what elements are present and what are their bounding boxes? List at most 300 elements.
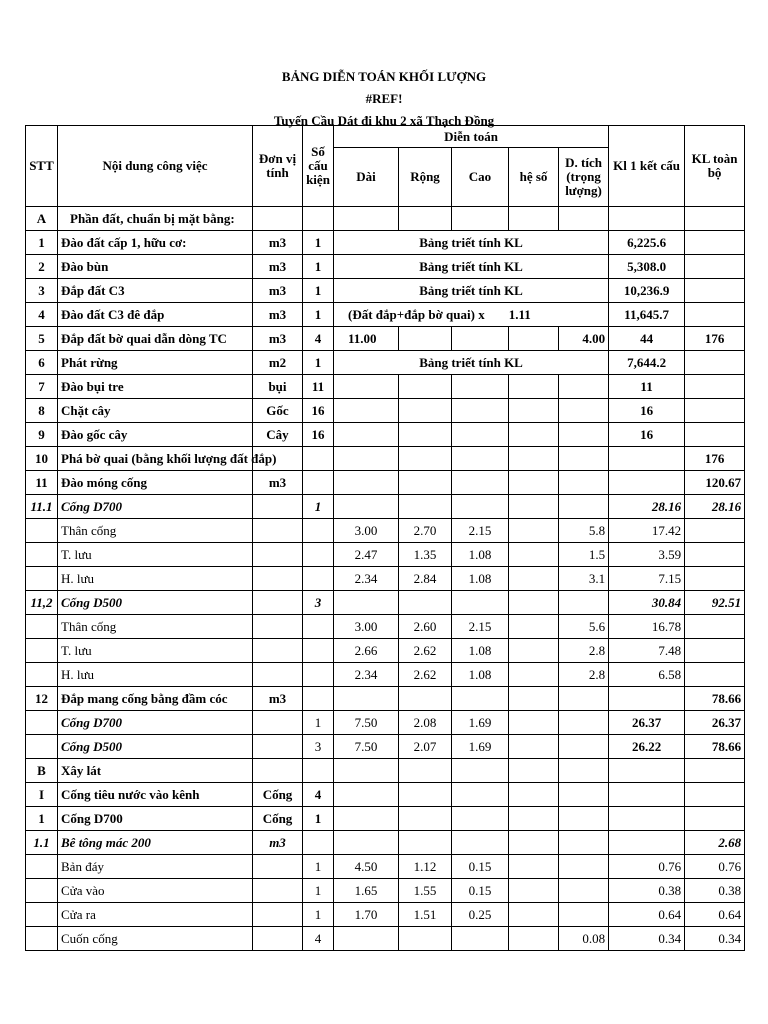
cell-qty: 4 xyxy=(303,327,334,351)
cell-kl1: 28.16 xyxy=(609,495,685,519)
table-row xyxy=(26,759,745,783)
cell-unit xyxy=(253,567,303,591)
cell-cao xyxy=(452,207,509,231)
cell-stt: 11 xyxy=(26,471,58,495)
cell-kl1 xyxy=(609,831,685,855)
cell-dai xyxy=(334,495,399,519)
cell-unit xyxy=(253,639,303,663)
cell-cao xyxy=(452,447,509,471)
cell-stt: 9 xyxy=(26,423,58,447)
cell-qty: 3 xyxy=(303,735,334,759)
cell-unit: m3 xyxy=(253,255,303,279)
table-row xyxy=(26,351,745,375)
table-row xyxy=(26,903,745,927)
cell-kl-toan-bo: 0.38 xyxy=(685,879,745,903)
cell-stt: I xyxy=(26,783,58,807)
cell-qty: 4 xyxy=(303,783,334,807)
cell-cao xyxy=(452,807,509,831)
cell-rong xyxy=(399,927,452,951)
cell-name: Cống D700 xyxy=(58,807,253,831)
cell-cao xyxy=(452,759,509,783)
cell-dai xyxy=(334,831,399,855)
cell-cao xyxy=(452,831,509,855)
table-row xyxy=(26,855,745,879)
cell-dai: 11.00 xyxy=(334,327,399,351)
cell-he-so xyxy=(509,399,559,423)
col-header-rong: Rộng xyxy=(399,148,452,207)
cell-cao xyxy=(452,327,509,351)
cell-cao xyxy=(452,927,509,951)
cell-he-so xyxy=(509,327,559,351)
table-row xyxy=(26,399,745,423)
cell-dai xyxy=(334,207,399,231)
cell-unit xyxy=(253,879,303,903)
table-row xyxy=(26,567,745,591)
cell-kl1: 16.78 xyxy=(609,615,685,639)
cell-qty: 1 xyxy=(303,807,334,831)
table-row xyxy=(26,615,745,639)
cell-cao: 1.08 xyxy=(452,567,509,591)
cell-cao: 2.15 xyxy=(452,519,509,543)
cell-kl1 xyxy=(609,447,685,471)
cell-name: Đắp đất bờ quai dẫn dòng TC xyxy=(58,327,253,351)
cell-merged-note: Bảng triết tính KL xyxy=(334,255,609,279)
cell-kl1: 26.22 xyxy=(609,735,685,759)
cell-kl-toan-bo: 0.76 xyxy=(685,855,745,879)
table-row xyxy=(26,519,745,543)
cell-dai xyxy=(334,759,399,783)
cell-dai xyxy=(334,375,399,399)
cell-rong xyxy=(399,687,452,711)
cell-kl-toan-bo xyxy=(685,639,745,663)
cell-rong xyxy=(399,495,452,519)
cell-stt xyxy=(26,711,58,735)
cell-kl-toan-bo xyxy=(685,399,745,423)
table-row xyxy=(26,807,745,831)
table-row xyxy=(26,543,745,567)
cell-merged-note: Bảng triết tính KL xyxy=(334,231,609,255)
table-row xyxy=(26,687,745,711)
cell-qty: 1 xyxy=(303,903,334,927)
cell-qty: 1 xyxy=(303,279,334,303)
cell-unit xyxy=(253,663,303,687)
cell-qty: 1 xyxy=(303,231,334,255)
cell-qty: 4 xyxy=(303,927,334,951)
cell-qty: 1 xyxy=(303,495,334,519)
cell-stt xyxy=(26,615,58,639)
cell-kl-toan-bo xyxy=(685,207,745,231)
cell-stt: 7 xyxy=(26,375,58,399)
table-row xyxy=(26,879,745,903)
cell-d-tich: 5.8 xyxy=(559,519,609,543)
cell-unit: m3 xyxy=(253,471,303,495)
cell-cao: 1.69 xyxy=(452,711,509,735)
cell-kl1: 6,225.6 xyxy=(609,231,685,255)
cell-qty xyxy=(303,831,334,855)
cell-name: Đào đất cấp 1, hữu cơ: xyxy=(58,231,253,255)
table-row xyxy=(26,471,745,495)
table-row xyxy=(26,279,745,303)
cell-rong xyxy=(399,447,452,471)
cell-name: T. lưu xyxy=(58,639,253,663)
cell-he-so xyxy=(509,567,559,591)
cell-cao: 0.25 xyxy=(452,903,509,927)
table-row xyxy=(26,231,745,255)
cell-unit xyxy=(253,543,303,567)
cell-unit xyxy=(253,711,303,735)
cell-name: Đào bụi tre xyxy=(58,375,253,399)
cell-rong: 1.12 xyxy=(399,855,452,879)
cell-cao xyxy=(452,495,509,519)
table-row xyxy=(26,831,745,855)
cell-stt: 10 xyxy=(26,447,58,471)
cell-unit xyxy=(253,903,303,927)
cell-qty: 1 xyxy=(303,879,334,903)
cell-name: Phá bờ quai (bằng khối lượng đất đắp) xyxy=(58,447,253,471)
cell-dai: 2.66 xyxy=(334,639,399,663)
cell-he-so xyxy=(509,591,559,615)
cell-he-so xyxy=(509,447,559,471)
cell-qty xyxy=(303,567,334,591)
cell-dai xyxy=(334,423,399,447)
cell-dai: 3.00 xyxy=(334,615,399,639)
cell-kl-toan-bo xyxy=(685,231,745,255)
cell-stt: 5 xyxy=(26,327,58,351)
cell-name: Bê tông mác 200 xyxy=(58,831,253,855)
cell-cao: 0.15 xyxy=(452,879,509,903)
cell-unit: Cây xyxy=(253,423,303,447)
cell-he-so xyxy=(509,663,559,687)
quantity-table xyxy=(25,125,745,951)
cell-d-tich xyxy=(559,783,609,807)
cell-dai xyxy=(334,687,399,711)
cell-name: Thân cống xyxy=(58,615,253,639)
cell-name: Phát rừng xyxy=(58,351,253,375)
cell-qty xyxy=(303,447,334,471)
cell-he-so xyxy=(509,759,559,783)
col-header-stt: STT xyxy=(26,126,58,207)
cell-he-so xyxy=(509,735,559,759)
cell-stt xyxy=(26,879,58,903)
cell-kl1: 44 xyxy=(609,327,685,351)
cell-he-so xyxy=(509,687,559,711)
cell-d-tich xyxy=(559,903,609,927)
cell-kl-toan-bo: 78.66 xyxy=(685,735,745,759)
cell-rong xyxy=(399,471,452,495)
cell-d-tich xyxy=(559,375,609,399)
cell-d-tich xyxy=(559,447,609,471)
cell-d-tich xyxy=(559,471,609,495)
cell-d-tich xyxy=(559,831,609,855)
cell-he-so xyxy=(509,855,559,879)
table-row xyxy=(26,495,745,519)
table-row xyxy=(26,327,745,351)
cell-dai xyxy=(334,783,399,807)
cell-qty xyxy=(303,663,334,687)
cell-stt: 11,2 xyxy=(26,591,58,615)
cell-unit: m3 xyxy=(253,831,303,855)
cell-cao: 2.15 xyxy=(452,615,509,639)
cell-stt xyxy=(26,639,58,663)
cell-rong xyxy=(399,759,452,783)
cell-stt xyxy=(26,735,58,759)
cell-unit xyxy=(253,591,303,615)
cell-he-so xyxy=(509,879,559,903)
cell-dai: 2.34 xyxy=(334,663,399,687)
cell-cao: 0.15 xyxy=(452,855,509,879)
cell-rong xyxy=(399,423,452,447)
cell-kl-toan-bo: 28.16 xyxy=(685,495,745,519)
col-header-kl1: Kl 1 kết cấu xyxy=(609,126,685,207)
cell-unit: m3 xyxy=(253,327,303,351)
table-row xyxy=(26,711,745,735)
col-header-he-so: hệ số xyxy=(509,148,559,207)
cell-he-so xyxy=(509,711,559,735)
cell-kl-toan-bo xyxy=(685,615,745,639)
cell-cao xyxy=(452,687,509,711)
cell-he-so xyxy=(509,207,559,231)
cell-qty xyxy=(303,759,334,783)
cell-dai: 2.34 xyxy=(334,567,399,591)
table-row xyxy=(26,663,745,687)
cell-unit xyxy=(253,759,303,783)
cell-dai xyxy=(334,591,399,615)
cell-name: Phần đất, chuẩn bị mặt bằng: xyxy=(58,207,253,231)
cell-kl-toan-bo xyxy=(685,519,745,543)
cell-name: Cuốn cống xyxy=(58,927,253,951)
cell-name: Cống D500 xyxy=(58,591,253,615)
cell-he-so xyxy=(509,375,559,399)
cell-qty: 1 xyxy=(303,255,334,279)
cell-kl-toan-bo: 92.51 xyxy=(685,591,745,615)
col-header-cao: Cao xyxy=(452,148,509,207)
cell-stt: 2 xyxy=(26,255,58,279)
formula-text: (Đất đắp+đắp bờ quai) x xyxy=(348,306,485,322)
cell-d-tich xyxy=(559,855,609,879)
cell-cao: 1.69 xyxy=(452,735,509,759)
cell-dai: 7.50 xyxy=(334,711,399,735)
cell-kl1: 16 xyxy=(609,423,685,447)
cell-stt: 3 xyxy=(26,279,58,303)
cell-dai: 3.00 xyxy=(334,519,399,543)
col-header-noi-dung: Nội dung công việc xyxy=(58,126,253,207)
cell-stt xyxy=(26,519,58,543)
cell-d-tich: 0.08 xyxy=(559,927,609,951)
cell-qty: 1 xyxy=(303,855,334,879)
cell-unit: m2 xyxy=(253,351,303,375)
cell-cao xyxy=(452,423,509,447)
cell-rong: 1.55 xyxy=(399,879,452,903)
cell-he-so xyxy=(509,903,559,927)
cell-kl-toan-bo xyxy=(685,423,745,447)
cell-stt: 8 xyxy=(26,399,58,423)
cell-he-so xyxy=(509,783,559,807)
cell-kl1: 7.15 xyxy=(609,567,685,591)
cell-cao xyxy=(452,471,509,495)
cell-cao xyxy=(452,783,509,807)
cell-kl1: 10,236.9 xyxy=(609,279,685,303)
cell-formula xyxy=(334,303,609,327)
col-header-so-cau-kien: Số cấu kiện xyxy=(303,126,334,207)
cell-stt: A xyxy=(26,207,58,231)
cell-stt: 1.1 xyxy=(26,831,58,855)
cell-rong: 2.62 xyxy=(399,639,452,663)
cell-name: Bản đáy xyxy=(58,855,253,879)
col-header-don-vi: Đơn vị tính xyxy=(253,126,303,207)
cell-cao: 1.08 xyxy=(452,663,509,687)
cell-rong xyxy=(399,207,452,231)
cell-kl-toan-bo: 0.34 xyxy=(685,927,745,951)
cell-kl-toan-bo xyxy=(685,303,745,327)
cell-unit: bụi xyxy=(253,375,303,399)
cell-stt xyxy=(26,903,58,927)
cell-he-so xyxy=(509,807,559,831)
cell-merged-note: Bảng triết tính KL xyxy=(334,351,609,375)
title-ref: #REF! xyxy=(365,91,403,106)
cell-qty xyxy=(303,615,334,639)
cell-qty: 11 xyxy=(303,375,334,399)
cell-kl1: 11,645.7 xyxy=(609,303,685,327)
cell-dai: 1.65 xyxy=(334,879,399,903)
table-row xyxy=(26,447,745,471)
cell-stt xyxy=(26,663,58,687)
cell-dai: 1.70 xyxy=(334,903,399,927)
cell-name: Cống D700 xyxy=(58,495,253,519)
cell-dai xyxy=(334,471,399,495)
formula-factor: 1.11 xyxy=(508,306,531,322)
cell-stt: 1 xyxy=(26,231,58,255)
table-row xyxy=(26,303,745,327)
cell-rong: 2.62 xyxy=(399,663,452,687)
cell-d-tich xyxy=(559,711,609,735)
cell-qty xyxy=(303,207,334,231)
cell-kl-toan-bo: 176 xyxy=(685,447,745,471)
cell-stt: 11.1 xyxy=(26,495,58,519)
cell-name: Đào gốc cây xyxy=(58,423,253,447)
cell-kl-toan-bo xyxy=(685,759,745,783)
table-row xyxy=(26,591,745,615)
cell-name: Đào móng cống xyxy=(58,471,253,495)
cell-name: Cống tiêu nước vào kênh xyxy=(58,783,253,807)
table-row xyxy=(26,255,745,279)
cell-kl-toan-bo: 176 xyxy=(685,327,745,351)
cell-cao: 1.08 xyxy=(452,543,509,567)
cell-he-so xyxy=(509,495,559,519)
cell-rong xyxy=(399,375,452,399)
cell-kl-toan-bo: 26.37 xyxy=(685,711,745,735)
cell-he-so xyxy=(509,639,559,663)
cell-stt: 4 xyxy=(26,303,58,327)
cell-d-tich: 4.00 xyxy=(559,327,609,351)
col-header-dien-toan: Diễn toán xyxy=(334,126,609,148)
cell-qty: 1 xyxy=(303,711,334,735)
table-row xyxy=(26,639,745,663)
cell-cao: 1.08 xyxy=(452,639,509,663)
cell-name: Cửa vào xyxy=(58,879,253,903)
cell-rong: 1.51 xyxy=(399,903,452,927)
cell-d-tich xyxy=(559,759,609,783)
cell-he-so xyxy=(509,471,559,495)
cell-d-tich: 5.6 xyxy=(559,615,609,639)
cell-qty xyxy=(303,639,334,663)
cell-name: H. lưu xyxy=(58,663,253,687)
cell-stt xyxy=(26,855,58,879)
cell-kl-toan-bo: 78.66 xyxy=(685,687,745,711)
cell-kl1: 17.42 xyxy=(609,519,685,543)
cell-kl-toan-bo xyxy=(685,279,745,303)
cell-name: Đào đất C3 đê đắp xyxy=(58,303,253,327)
cell-qty: 1 xyxy=(303,351,334,375)
cell-kl-toan-bo xyxy=(685,351,745,375)
cell-kl1: 7,644.2 xyxy=(609,351,685,375)
cell-kl1: 0.64 xyxy=(609,903,685,927)
cell-rong: 2.08 xyxy=(399,711,452,735)
cell-stt xyxy=(26,927,58,951)
cell-unit: Cống xyxy=(253,807,303,831)
cell-he-so xyxy=(509,615,559,639)
cell-dai: 2.47 xyxy=(334,543,399,567)
cell-dai xyxy=(334,447,399,471)
cell-kl-toan-bo: 2.68 xyxy=(685,831,745,855)
cell-kl1: 16 xyxy=(609,399,685,423)
cell-stt: 12 xyxy=(26,687,58,711)
cell-unit xyxy=(253,495,303,519)
cell-qty: 16 xyxy=(303,423,334,447)
cell-kl-toan-bo xyxy=(685,783,745,807)
cell-stt xyxy=(26,543,58,567)
cell-rong xyxy=(399,399,452,423)
col-header-dai: Dài xyxy=(334,148,399,207)
cell-rong xyxy=(399,807,452,831)
cell-unit: Cống xyxy=(253,783,303,807)
cell-name: Thân cống xyxy=(58,519,253,543)
cell-cao xyxy=(452,399,509,423)
cell-d-tich: 2.8 xyxy=(559,639,609,663)
cell-kl-toan-bo xyxy=(685,663,745,687)
cell-kl-toan-bo xyxy=(685,807,745,831)
cell-stt: 1 xyxy=(26,807,58,831)
cell-stt xyxy=(26,567,58,591)
cell-name: Xây lát xyxy=(58,759,253,783)
cell-unit: Gốc xyxy=(253,399,303,423)
cell-name: Cửa ra xyxy=(58,903,253,927)
cell-name: Đắp mang cống bằng đầm cóc xyxy=(58,687,253,711)
cell-name: Cống D700 xyxy=(58,711,253,735)
title-route: Tuyến Cầu Dát đi khu 2 xã Thạch Đồng xyxy=(273,113,495,128)
document-title-block xyxy=(0,66,768,132)
cell-kl1: 0.34 xyxy=(609,927,685,951)
cell-kl1: 30.84 xyxy=(609,591,685,615)
cell-rong xyxy=(399,831,452,855)
cell-unit xyxy=(253,735,303,759)
cell-unit xyxy=(253,855,303,879)
cell-merged-note: Bảng triết tính KL xyxy=(334,279,609,303)
cell-kl1: 11 xyxy=(609,375,685,399)
cell-kl-toan-bo: 120.67 xyxy=(685,471,745,495)
cell-cao xyxy=(452,591,509,615)
cell-qty xyxy=(303,543,334,567)
cell-d-tich xyxy=(559,423,609,447)
cell-kl1 xyxy=(609,783,685,807)
cell-dai xyxy=(334,807,399,831)
cell-dai xyxy=(334,399,399,423)
cell-unit: m3 xyxy=(253,279,303,303)
table-row xyxy=(26,207,745,231)
table-row xyxy=(26,423,745,447)
cell-d-tich: 3.1 xyxy=(559,567,609,591)
cell-cao xyxy=(452,375,509,399)
cell-dai: 7.50 xyxy=(334,735,399,759)
